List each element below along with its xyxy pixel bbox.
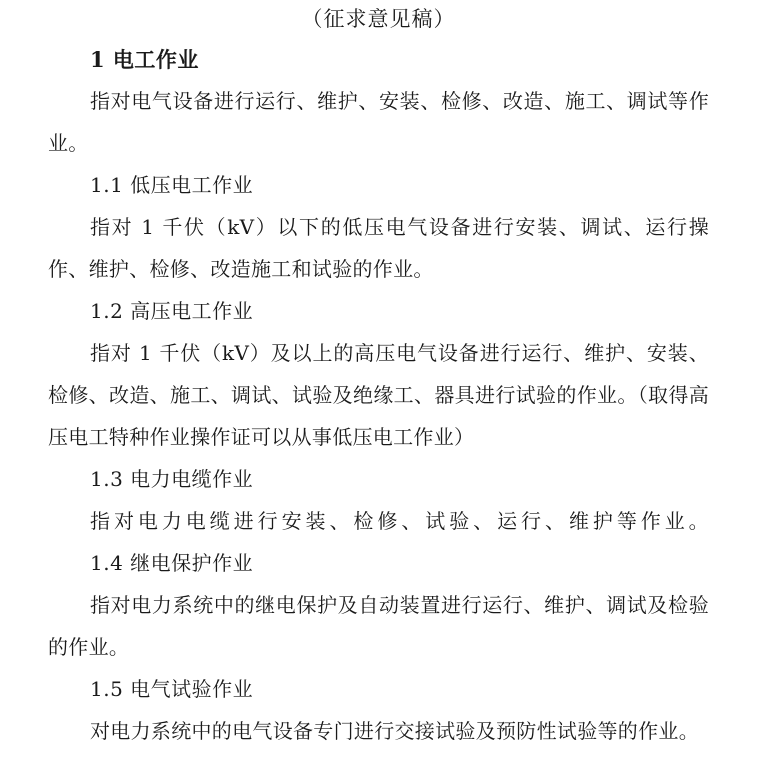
sub-heading-1-4: 1.4 继电保护作业 [90,551,254,575]
paragraph-1-4-definition: 指对电力系统中的继电保护及自动装置进行运行、维护、调试及检验的作业。 [48,593,709,659]
paragraph-1-3-definition: 指对电力电缆进行安装、检修、试验、运行、维护等作业。 [90,509,709,533]
document-page [0,2,757,758]
sub-heading-1-1: 1.1 低压电工作业 [90,173,254,197]
paragraph-1-5-definition: 对电力系统中的电气设备专门进行交接试验及预防性试验等的作业。 [90,719,699,743]
sub-heading-1-2: 1.2 高压电工作业 [90,299,254,323]
sub-heading-1-5: 1.5 电气试验作业 [90,677,254,701]
section-heading-1: 1 电工作业 [90,47,199,72]
paragraph-1-definition: 指对电气设备进行运行、维护、安装、检修、改造、施工、调试等作业。 [48,89,709,155]
document-subtitle: （征求意见稿） [301,7,456,31]
sub-heading-1-3: 1.3 电力电缆作业 [90,467,254,491]
paragraph-1-1-definition: 指对 1 千伏（kV）以下的低压电气设备进行安装、调试、运行操作、维护、检修、改造施工和试验的作业。 [48,215,709,281]
paragraph-1-2-definition: 指对 1 千伏（kV）及以上的高压电气设备进行运行、维护、安装、检修、改造、施工、调试、试验及绝缘工、器具进行试验的作业。（取得高压电工特种作业操作证可以从事低压电工作业） [48,341,709,449]
